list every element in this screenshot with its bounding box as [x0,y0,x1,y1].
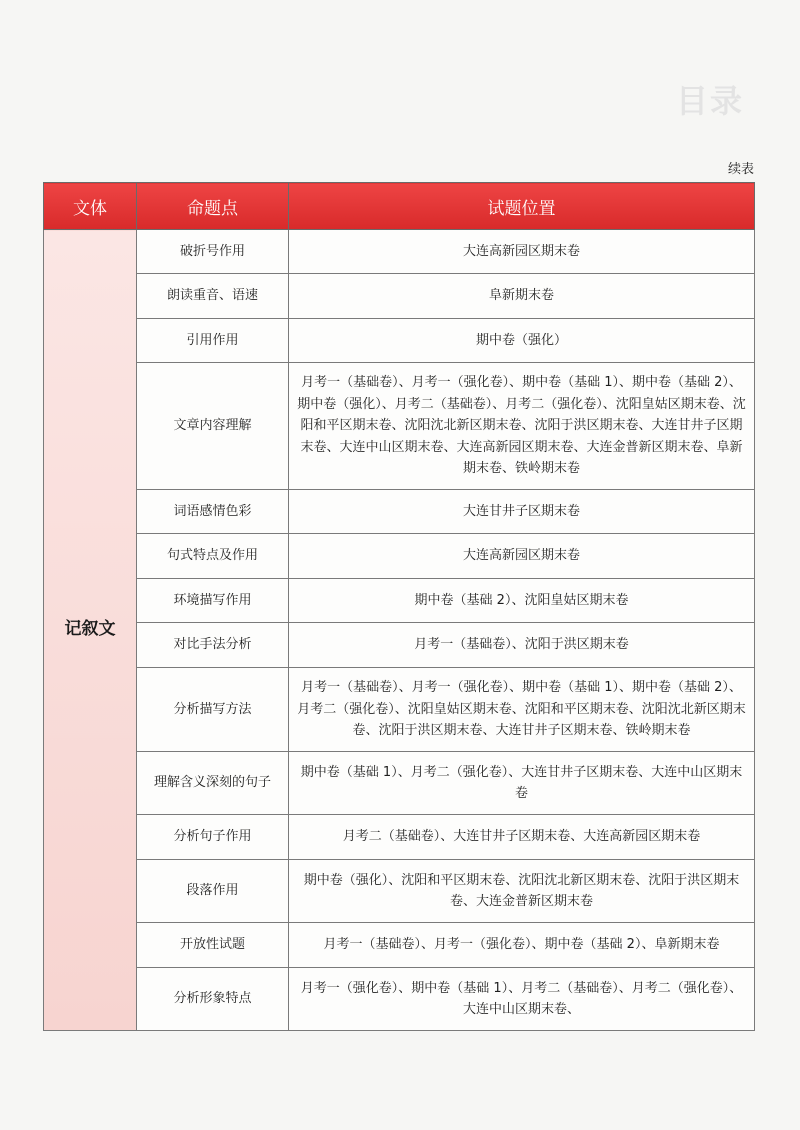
location-cell: 期中卷（强化）、沈阳和平区期末卷、沈阳沈北新区期末卷、沈阳于洪区期末卷、大连金普新区期末卷 [289,860,755,923]
table-row [44,363,755,490]
point-cell: 朗读重音、语速 [137,274,289,319]
point-cell: 词语感情色彩 [137,490,289,534]
location-cell: 月考二（基础卷）、大连甘井子区期末卷、大连高新园区期末卷 [289,815,755,860]
point-cell: 理解含义深刻的句子 [137,752,289,815]
point-cell: 引用作用 [137,319,289,363]
table-row [44,923,755,968]
exam-index-table [43,182,755,1031]
point-cell: 环境描写作用 [137,579,289,623]
table-header-row [44,183,755,230]
header-genre: 文体 [44,183,137,230]
header-location: 试题位置 [289,183,755,230]
table-row [44,860,755,923]
location-cell: 月考一（基础卷）、月考一（强化卷）、期中卷（基础 2）、阜新期末卷 [289,923,755,968]
point-cell: 分析句子作用 [137,815,289,860]
point-cell: 分析描写方法 [137,668,289,752]
page-header-mark: 目录 [676,82,745,120]
header-point: 命题点 [137,183,289,230]
table-row [44,490,755,534]
location-cell: 期中卷（强化） [289,319,755,363]
table-row [44,579,755,623]
location-cell: 大连甘井子区期末卷 [289,490,755,534]
location-cell: 月考一（基础卷）、月考一（强化卷）、期中卷（基础 1）、期中卷（基础 2）、月考二（强化卷）、沈阳皇姑区期末卷、沈阳和平区期末卷、沈阳沈北新区期末卷、沈阳于洪区期末卷、大连甘井子区期末卷、铁岭期末卷 [289,668,755,752]
location-cell: 大连高新园区期末卷 [289,534,755,579]
point-cell: 文章内容理解 [137,363,289,490]
table-row [44,319,755,363]
point-cell: 句式特点及作用 [137,534,289,579]
location-cell: 期中卷（基础 2）、沈阳皇姑区期末卷 [289,579,755,623]
genre-cell: 记叙文 [44,230,137,1031]
table-row [44,230,755,274]
location-cell: 月考一（强化卷）、期中卷（基础 1）、月考二（基础卷）、月考二（强化卷）、大连中山区期末卷、 [289,968,755,1031]
point-cell: 破折号作用 [137,230,289,274]
table-row [44,274,755,319]
point-cell: 段落作用 [137,860,289,923]
point-cell: 开放性试题 [137,923,289,968]
table-row [44,968,755,1031]
continued-label: 续表 [727,162,754,177]
location-cell: 月考一（基础卷）、沈阳于洪区期末卷 [289,623,755,668]
table-row [44,623,755,668]
table-row [44,752,755,815]
location-cell: 月考一（基础卷）、月考一（强化卷）、期中卷（基础 1）、期中卷（基础 2）、期中卷（强化）、月考二（基础卷）、月考二（强化卷）、沈阳皇姑区期末卷、沈阳和平区期末卷、沈阳沈北新区期末卷、沈阳于洪区期末卷、大连甘井子区期末卷、大连中山区期末卷、大连高新园区期末卷、大连金普新区期末卷、阜新期末卷、铁岭期末卷 [289,363,755,490]
location-cell: 期中卷（基础 1）、月考二（强化卷）、大连甘井子区期末卷、大连中山区期末卷 [289,752,755,815]
location-cell: 大连高新园区期末卷 [289,230,755,274]
location-cell: 阜新期末卷 [289,274,755,319]
point-cell: 分析形象特点 [137,968,289,1031]
table-row [44,534,755,579]
table-row [44,815,755,860]
table-row [44,668,755,752]
point-cell: 对比手法分析 [137,623,289,668]
